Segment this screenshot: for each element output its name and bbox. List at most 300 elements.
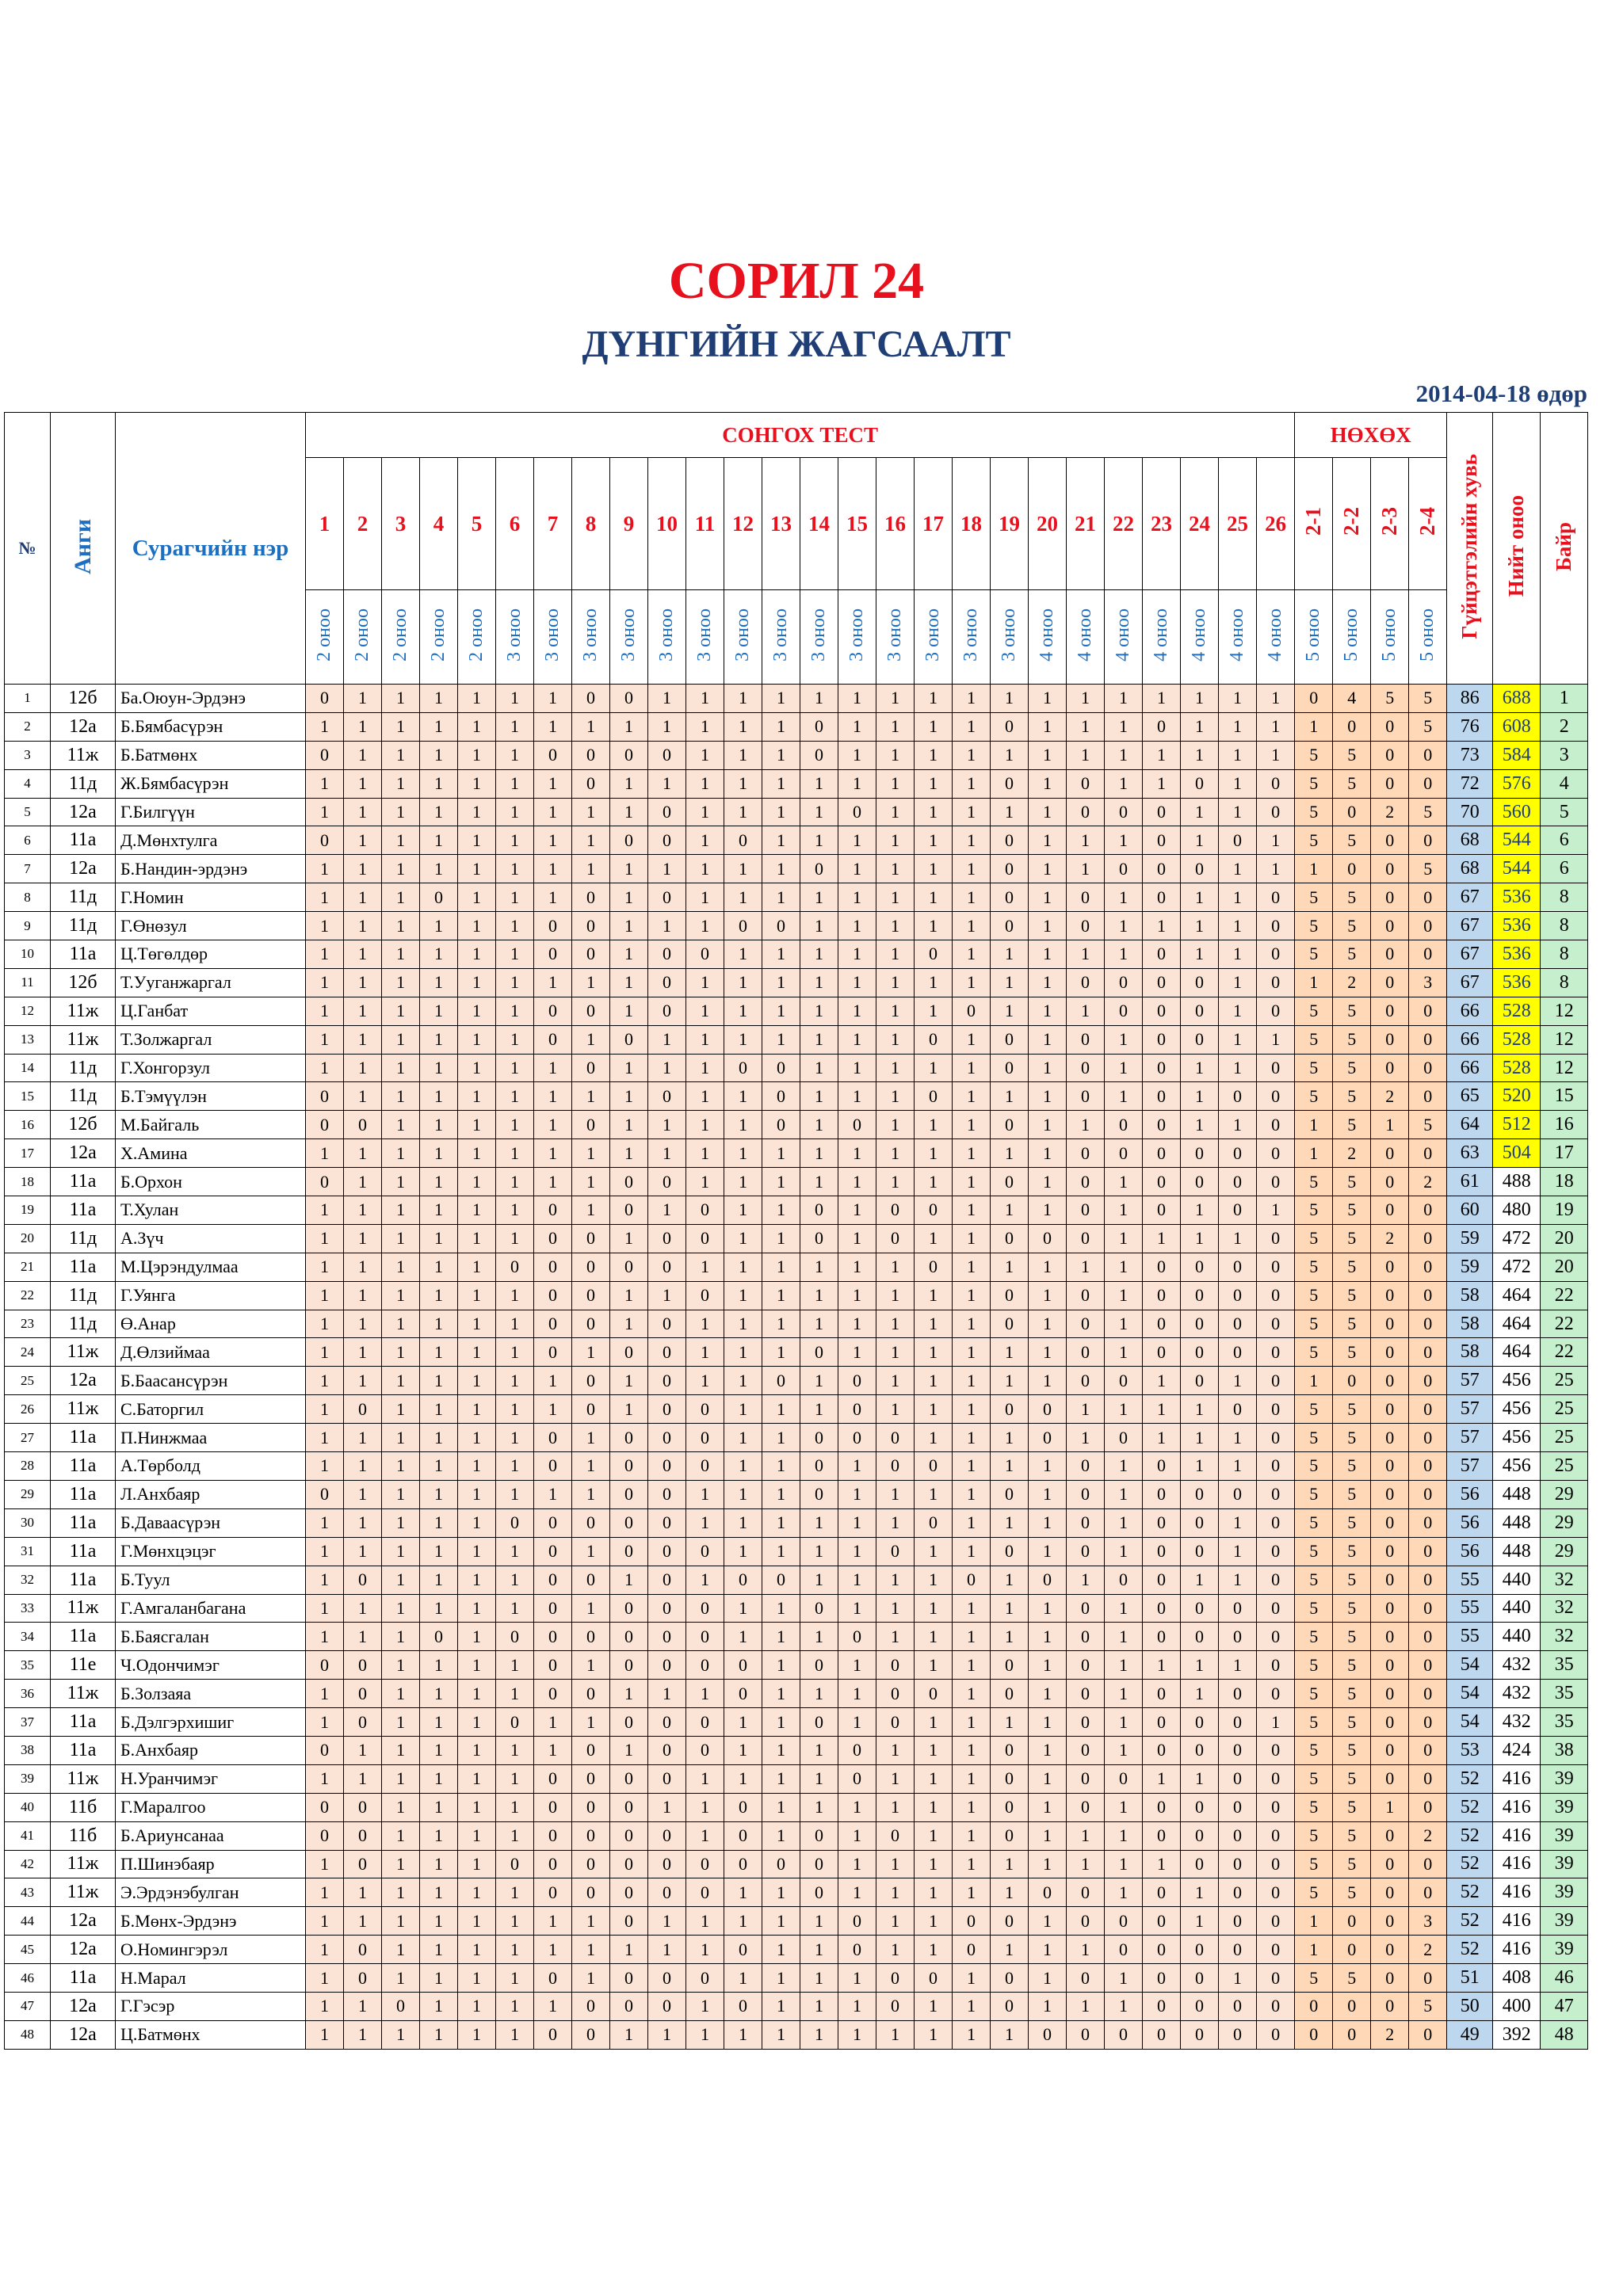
row-rank: 22 [1541,1338,1588,1367]
row-score-11: 1 [686,855,724,883]
row-score-19: 1 [991,1850,1029,1878]
row-class: 11а [51,1253,116,1281]
row-score-3: 1 [382,1168,420,1196]
header-points-24 [1181,590,1219,685]
row-score-2-2: 5 [1333,741,1371,769]
row-score-16: 1 [876,1764,915,1793]
row-score-21: 0 [1067,1736,1105,1764]
row-score-2-4: 0 [1409,1508,1447,1537]
row-score-2-3: 0 [1371,997,1409,1025]
points-label: 4 оноо [1151,608,1171,662]
points-label: 3 оноо [770,608,791,662]
row-score-16: 1 [876,912,915,940]
document-subtitle: ДҮНГИЙН ЖАГСААЛТ [582,323,1011,365]
points-label: 4 оноо [1037,608,1057,662]
row-score-9: 0 [610,1623,648,1651]
row-score-2-4: 0 [1409,1054,1447,1082]
row-score-2-2: 0 [1333,1936,1371,1964]
row-number: 27 [5,1424,51,1452]
header-choice-test: СОНГОХ ТЕСТ [306,413,1295,458]
row-score-13: 1 [762,1793,800,1821]
row-total-score: 536 [1493,968,1541,997]
row-score-19: 0 [991,1764,1029,1793]
row-score-17: 1 [915,685,953,713]
row-score-8: 0 [572,1395,610,1424]
row-score-18: 1 [953,1196,991,1225]
row-score-18: 1 [953,1310,991,1338]
row-score-16: 0 [876,1651,915,1680]
row-score-2-4: 0 [1409,1025,1447,1054]
row-score-4: 1 [420,1452,458,1481]
row-score-6: 1 [496,1054,534,1082]
points-label: 5 оноо [1341,608,1362,662]
row-score-8: 1 [572,1480,610,1508]
header-points-2-4 [1409,590,1447,685]
row-score-15: 1 [838,1651,876,1680]
row-score-3: 1 [382,741,420,769]
row-score-8: 0 [572,1680,610,1708]
row-score-20: 1 [1029,769,1067,798]
row-score-3: 1 [382,798,420,826]
row-score-19: 1 [991,1566,1029,1594]
row-number: 5 [5,798,51,826]
row-score-25: 1 [1219,968,1257,997]
row-number: 42 [5,1850,51,1878]
row-score-2-3: 0 [1371,1964,1409,1993]
row-class: 11д [51,1281,116,1310]
row-score-6: 0 [496,1708,534,1737]
row-score-9: 0 [610,1651,648,1680]
row-score-2: 1 [344,1736,382,1764]
row-score-26: 0 [1257,1936,1295,1964]
row-score-10: 1 [648,2020,686,2049]
row-score-6: 1 [496,769,534,798]
row-class: 12а [51,1367,116,1395]
points-label: 3 оноо [542,608,563,662]
header-points-26 [1257,590,1295,685]
row-score-13: 1 [762,855,800,883]
points-label: 3 оноо [504,608,525,662]
row-score-26: 0 [1257,798,1295,826]
row-score-7: 1 [534,968,572,997]
row-score-2: 0 [344,1850,382,1878]
row-score-2-4: 0 [1409,997,1447,1025]
row-score-2-1: 5 [1295,1452,1333,1481]
row-score-8: 1 [572,1537,610,1566]
row-score-12: 1 [724,1623,762,1651]
row-score-18: 1 [953,940,991,969]
row-score-2-1: 5 [1295,1310,1333,1338]
row-score-3: 1 [382,712,420,741]
row-score-11: 1 [686,1054,724,1082]
row-score-4: 1 [420,1338,458,1367]
row-score-5: 1 [458,1253,496,1281]
row-student-name: Б.Золзаяа [116,1680,306,1708]
row-score-19: 1 [991,1936,1029,1964]
row-class: 11ж [51,741,116,769]
table-row [5,883,1588,912]
row-score-8: 0 [572,1821,610,1850]
row-score-22: 1 [1105,1196,1143,1225]
row-score-21: 0 [1067,1025,1105,1054]
row-score-2-4: 0 [1409,1424,1447,1452]
row-score-20: 1 [1029,1736,1067,1764]
row-score-3: 1 [382,826,420,855]
row-score-10: 0 [648,883,686,912]
row-score-15: 1 [838,712,876,741]
row-student-name: Г.Хонгорзул [116,1054,306,1082]
row-score-24: 0 [1181,1281,1219,1310]
row-score-2: 0 [344,1395,382,1424]
row-score-10: 0 [648,997,686,1025]
row-student-name: Б.Баасансүрэн [116,1367,306,1395]
row-score-14: 1 [800,940,838,969]
row-score-22: 0 [1105,997,1143,1025]
row-score-23: 0 [1143,1708,1181,1737]
row-score-22: 1 [1105,1395,1143,1424]
row-score-9: 0 [610,1508,648,1537]
row-score-13: 0 [762,1111,800,1139]
row-score-26: 0 [1257,1338,1295,1367]
row-score-23: 0 [1143,1964,1181,1993]
row-score-7: 1 [534,712,572,741]
row-score-21: 0 [1067,1651,1105,1680]
row-score-15: 1 [838,1025,876,1054]
row-score-8: 1 [572,1651,610,1680]
row-score-6: 1 [496,1025,534,1054]
row-score-11: 1 [686,712,724,741]
row-score-9: 0 [610,1764,648,1793]
row-score-12: 1 [724,685,762,713]
row-score-9: 0 [610,826,648,855]
row-number: 33 [5,1594,51,1623]
row-rank: 6 [1541,826,1588,855]
row-score-21: 0 [1067,1793,1105,1821]
row-score-7: 1 [534,1395,572,1424]
points-label: 2 оноо [466,608,487,662]
row-score-10: 0 [648,1878,686,1907]
row-score-2-1: 5 [1295,1054,1333,1082]
row-score-3: 1 [382,1764,420,1793]
row-score-12: 0 [724,1850,762,1878]
row-score-12: 1 [724,1082,762,1111]
row-score-2-4: 0 [1409,1850,1447,1878]
row-score-25: 0 [1219,1139,1257,1168]
row-score-4: 1 [420,1310,458,1338]
row-score-15: 1 [838,1082,876,1111]
row-score-3: 1 [382,997,420,1025]
row-score-5: 1 [458,1452,496,1481]
row-score-7: 0 [534,1821,572,1850]
row-score-6: 1 [496,1111,534,1139]
header-question-18: 18 [953,458,991,590]
table-row [5,1196,1588,1225]
row-percent: 66 [1447,997,1493,1025]
row-score-19: 0 [991,1310,1029,1338]
row-score-4: 1 [420,826,458,855]
row-score-9: 1 [610,1395,648,1424]
row-score-23: 0 [1143,1196,1181,1225]
row-score-23: 0 [1143,1452,1181,1481]
row-score-16: 0 [876,1964,915,1993]
points-label: 5 оноо [1303,608,1324,662]
row-score-20: 1 [1029,912,1067,940]
row-rank: 1 [1541,685,1588,713]
row-score-17: 1 [915,798,953,826]
row-score-14: 1 [800,1139,838,1168]
row-score-5: 1 [458,1082,496,1111]
row-score-17: 1 [915,1764,953,1793]
row-rank: 22 [1541,1310,1588,1338]
row-score-4: 1 [420,1992,458,2020]
row-score-21: 0 [1067,1452,1105,1481]
table-row [5,685,1588,713]
table-row [5,968,1588,997]
row-score-5: 1 [458,1395,496,1424]
row-score-9: 0 [610,1708,648,1737]
row-score-12: 1 [724,1452,762,1481]
row-score-16: 1 [876,855,915,883]
row-score-16: 1 [876,1111,915,1139]
row-score-10: 1 [648,1196,686,1225]
points-label: 3 оноо [656,608,677,662]
row-percent: 64 [1447,1111,1493,1139]
row-score-24: 1 [1181,1680,1219,1708]
row-number: 46 [5,1964,51,1993]
row-number: 35 [5,1651,51,1680]
row-percent: 55 [1447,1594,1493,1623]
row-score-5: 1 [458,1367,496,1395]
row-score-9: 1 [610,883,648,912]
points-label: 2 оноо [314,608,334,662]
row-score-11: 1 [686,1907,724,1936]
row-score-11: 0 [686,1452,724,1481]
row-score-23: 0 [1143,1793,1181,1821]
row-score-25: 1 [1219,1367,1257,1395]
row-score-23: 0 [1143,997,1181,1025]
row-total-score: 416 [1493,1878,1541,1907]
row-score-6: 1 [496,1594,534,1623]
row-student-name: М.Байгаль [116,1111,306,1139]
row-score-10: 1 [648,1139,686,1168]
row-score-16: 1 [876,798,915,826]
row-score-24: 0 [1181,1850,1219,1878]
row-score-21: 0 [1067,1594,1105,1623]
row-score-5: 1 [458,1736,496,1764]
row-number: 15 [5,1082,51,1111]
row-percent: 53 [1447,1736,1493,1764]
row-number: 31 [5,1537,51,1566]
header-question-11: 11 [686,458,724,590]
row-score-10: 0 [648,940,686,969]
row-score-2-1: 5 [1295,1566,1333,1594]
row-total-score: 408 [1493,1964,1541,1993]
row-score-2: 1 [344,1878,382,1907]
row-score-21: 0 [1067,1680,1105,1708]
row-score-20: 1 [1029,1168,1067,1196]
row-score-13: 1 [762,1224,800,1253]
row-score-6: 1 [496,997,534,1025]
row-score-17: 1 [915,1054,953,1082]
row-score-12: 1 [724,1594,762,1623]
row-score-25: 0 [1219,1480,1257,1508]
row-score-2-1: 5 [1295,1878,1333,1907]
row-score-18: 1 [953,1253,991,1281]
row-score-15: 1 [838,1224,876,1253]
row-score-2-1: 5 [1295,1594,1333,1623]
row-score-15: 1 [838,940,876,969]
row-score-3: 1 [382,1452,420,1481]
row-score-23: 1 [1143,1651,1181,1680]
row-score-23: 0 [1143,798,1181,826]
row-score-15: 1 [838,1566,876,1594]
row-score-3: 1 [382,1253,420,1281]
table-row [5,1253,1588,1281]
row-score-4: 1 [420,685,458,713]
row-score-2: 1 [344,1281,382,1310]
row-score-3: 1 [382,1708,420,1737]
row-score-21: 0 [1067,1537,1105,1566]
row-score-5: 1 [458,1708,496,1737]
row-total-score: 456 [1493,1395,1541,1424]
row-class: 11а [51,1623,116,1651]
row-score-3: 1 [382,1025,420,1054]
row-class: 11а [51,1537,116,1566]
row-score-2-1: 1 [1295,712,1333,741]
row-score-6: 1 [496,1224,534,1253]
header-question-16: 16 [876,458,915,590]
row-score-12: 1 [724,1480,762,1508]
row-total-score: 512 [1493,1111,1541,1139]
row-score-23: 0 [1143,1537,1181,1566]
row-score-18: 0 [953,1936,991,1964]
row-number: 13 [5,1025,51,1054]
row-score-1: 0 [306,1082,344,1111]
row-score-6: 1 [496,1878,534,1907]
row-percent: 86 [1447,685,1493,713]
row-score-25: 0 [1219,1168,1257,1196]
row-score-1: 1 [306,1424,344,1452]
row-number: 19 [5,1196,51,1225]
row-score-2-4: 0 [1409,1878,1447,1907]
row-score-2-3: 0 [1371,855,1409,883]
row-score-23: 0 [1143,1907,1181,1936]
points-label: 4 оноо [1075,608,1095,662]
row-percent: 52 [1447,1821,1493,1850]
row-score-22: 0 [1105,1111,1143,1139]
row-score-21: 0 [1067,1878,1105,1907]
row-class: 12б [51,968,116,997]
row-score-13: 1 [762,1964,800,1993]
row-score-21: 0 [1067,1367,1105,1395]
row-score-2-1: 5 [1295,1708,1333,1737]
row-score-26: 0 [1257,1168,1295,1196]
row-score-15: 1 [838,1281,876,1310]
row-score-3: 1 [382,1623,420,1651]
row-score-17: 1 [915,1480,953,1508]
row-score-19: 1 [991,798,1029,826]
points-label: 2 оноо [352,608,372,662]
row-score-11: 1 [686,1168,724,1196]
row-score-11: 1 [686,1680,724,1708]
row-score-14: 1 [800,1281,838,1310]
row-number: 26 [5,1395,51,1424]
row-score-5: 1 [458,883,496,912]
row-score-20: 1 [1029,1992,1067,2020]
row-score-17: 0 [915,940,953,969]
row-score-22: 0 [1105,1139,1143,1168]
row-total-score: 416 [1493,1936,1541,1964]
row-score-15: 1 [838,1992,876,2020]
row-score-4: 1 [420,1708,458,1737]
row-score-2-2: 0 [1333,1907,1371,1936]
row-score-24: 0 [1181,1139,1219,1168]
row-score-25: 0 [1219,1680,1257,1708]
row-score-25: 0 [1219,1253,1257,1281]
row-score-23: 0 [1143,1936,1181,1964]
row-score-13: 1 [762,1992,800,2020]
row-score-7: 0 [534,1424,572,1452]
row-score-3: 1 [382,1367,420,1395]
row-percent: 72 [1447,769,1493,798]
row-score-6: 1 [496,1821,534,1850]
row-score-18: 1 [953,1878,991,1907]
row-score-23: 0 [1143,1508,1181,1537]
row-number: 7 [5,855,51,883]
row-score-24: 1 [1181,1907,1219,1936]
row-score-26: 0 [1257,1395,1295,1424]
row-score-9: 1 [610,1736,648,1764]
row-score-26: 0 [1257,1224,1295,1253]
row-score-2: 1 [344,741,382,769]
row-score-20: 1 [1029,1310,1067,1338]
row-score-25: 0 [1219,1310,1257,1338]
row-score-22: 1 [1105,712,1143,741]
row-class: 12б [51,685,116,713]
row-score-24: 0 [1181,997,1219,1025]
row-score-3: 1 [382,1508,420,1537]
row-score-15: 1 [838,1168,876,1196]
table-row [5,1310,1588,1338]
row-score-2-1: 1 [1295,1907,1333,1936]
row-score-14: 1 [800,685,838,713]
row-score-8: 1 [572,1936,610,1964]
row-score-12: 1 [724,1025,762,1054]
header-class [51,413,116,685]
row-score-1: 1 [306,1623,344,1651]
row-number: 6 [5,826,51,855]
row-score-23: 0 [1143,1111,1181,1139]
row-score-1: 1 [306,912,344,940]
row-score-2-2: 0 [1333,855,1371,883]
row-score-13: 1 [762,2020,800,2049]
row-score-6: 1 [496,855,534,883]
row-score-13: 1 [762,1680,800,1708]
row-score-2-3: 0 [1371,1480,1409,1508]
row-score-21: 1 [1067,1566,1105,1594]
row-score-2-1: 5 [1295,1224,1333,1253]
row-score-14: 1 [800,1025,838,1054]
row-score-10: 0 [648,1452,686,1481]
row-score-12: 1 [724,940,762,969]
row-score-1: 1 [306,1708,344,1737]
row-score-17: 1 [915,1281,953,1310]
row-score-16: 1 [876,1850,915,1878]
row-score-17: 0 [915,1025,953,1054]
row-score-5: 1 [458,1878,496,1907]
row-student-name: Б.Нандин-эрдэнэ [116,855,306,883]
row-student-name: Г.Маралгоо [116,1793,306,1821]
